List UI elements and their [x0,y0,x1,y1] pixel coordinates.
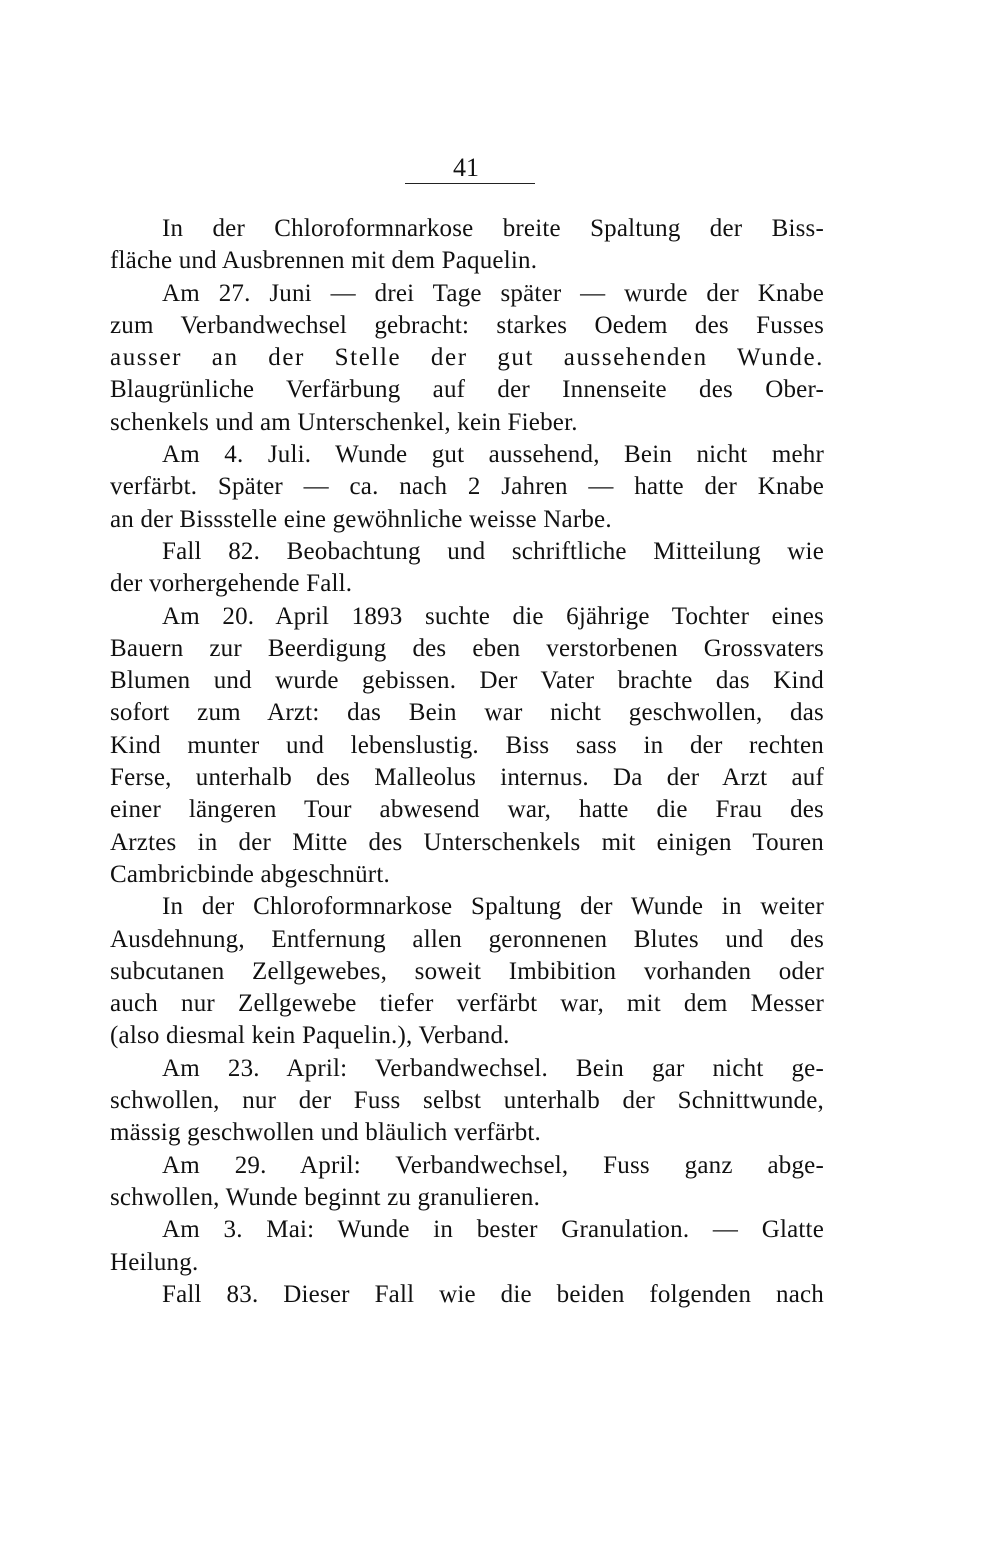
text-line: Ferse, unterhalb des Malleolus internus. Da der Arzt auf [110,764,824,792]
text-line: subcutanen Zellgewebes, soweit Imbibition vorhanden oder [110,957,824,985]
text-line: Ausdehnung, Entfernung allen geronnenen Blutes und des [110,925,824,953]
text-line: Am 3. Mai: Wunde in bester Granulation. — Glatte [162,1216,824,1244]
text-line: Arztes in der Mitte des Unterschenkels mit einigen Touren [110,828,824,856]
text-line: Am 23. April: Verbandwechsel. Bein gar nicht ge- [162,1054,824,1082]
text-line: In der Chloroformnarkose Spaltung der Wunde in weiter [162,893,824,921]
text-line: Cambricbinde abgeschnürt. [110,860,390,888]
text-line: Am 20. April 1893 suchte die 6jährige Tochter eines [162,602,824,630]
text-line: mässig geschwollen und bläulich verfärbt. [110,1119,542,1147]
page-number [0,150,1000,186]
page-number-text: 41 [453,153,479,182]
text-line: Kind munter und lebenslustig. Biss sass in der rechten [110,731,824,759]
text-line: verfärbt. Später — ca. nach 2 Jahren — hatte der Knabe [110,473,824,501]
text-line: schwollen, Wunde beginnt zu granulieren. [110,1183,541,1211]
body-text [110,213,824,1311]
text-line: Blumen und wurde gebissen. Der Vater brachte das Kind [110,667,824,695]
text-line: Fall 82. Beobachtung und schriftliche Mitteilung wie [162,537,824,565]
text-line: Blaugrünliche Verfärbung auf der Innenseite des Ober- [110,376,824,404]
text-line: (also diesmal kein Paquelin.), Verband. [110,1022,510,1050]
text-line: der vorhergehende Fall. [110,570,353,598]
text-line: schwollen, nur der Fuss selbst unterhalb der Schnittwunde, [110,1087,824,1115]
text-line: fläche und Ausbrennen mit dem Paquelin. [110,247,538,275]
text-line: sofort zum Arzt: das Bein war nicht geschwollen, das [110,699,824,727]
text-line: auch nur Zellgewebe tiefer verfärbt war, mit dem Messer [110,990,824,1018]
text-line: Heilung. [110,1248,199,1276]
text-line: an der Bissstelle eine gewöhnliche weisse Narbe. [110,505,612,533]
text-line: Bauern zur Beerdigung des eben verstorbenen Grossvaters [110,634,824,662]
text-line: ausser an der Stelle der gut aussehenden Wunde. [110,344,824,372]
text-line: einer längeren Tour abwesend war, hatte die Frau des [110,796,824,824]
header-rule [405,183,535,184]
text-line: Am 29. April: Verbandwechsel, Fuss ganz abge- [162,1151,824,1179]
text-line: In der Chloroformnarkose breite Spaltung der Biss- [162,215,824,242]
text-line: schenkels und am Unterschenkel, kein Fieber. [110,408,578,436]
text-line: Fall 83. Dieser Fall wie die beiden folgenden nach [162,1280,824,1308]
text-line: Am 4. Juli. Wunde gut aussehend, Bein nicht mehr [162,441,824,469]
text-line: Am 27. Juni — drei Tage später — wurde der Knabe [162,279,824,307]
text-line: zum Verbandwechsel gebracht: starkes Oedem des Fusses [110,311,824,339]
